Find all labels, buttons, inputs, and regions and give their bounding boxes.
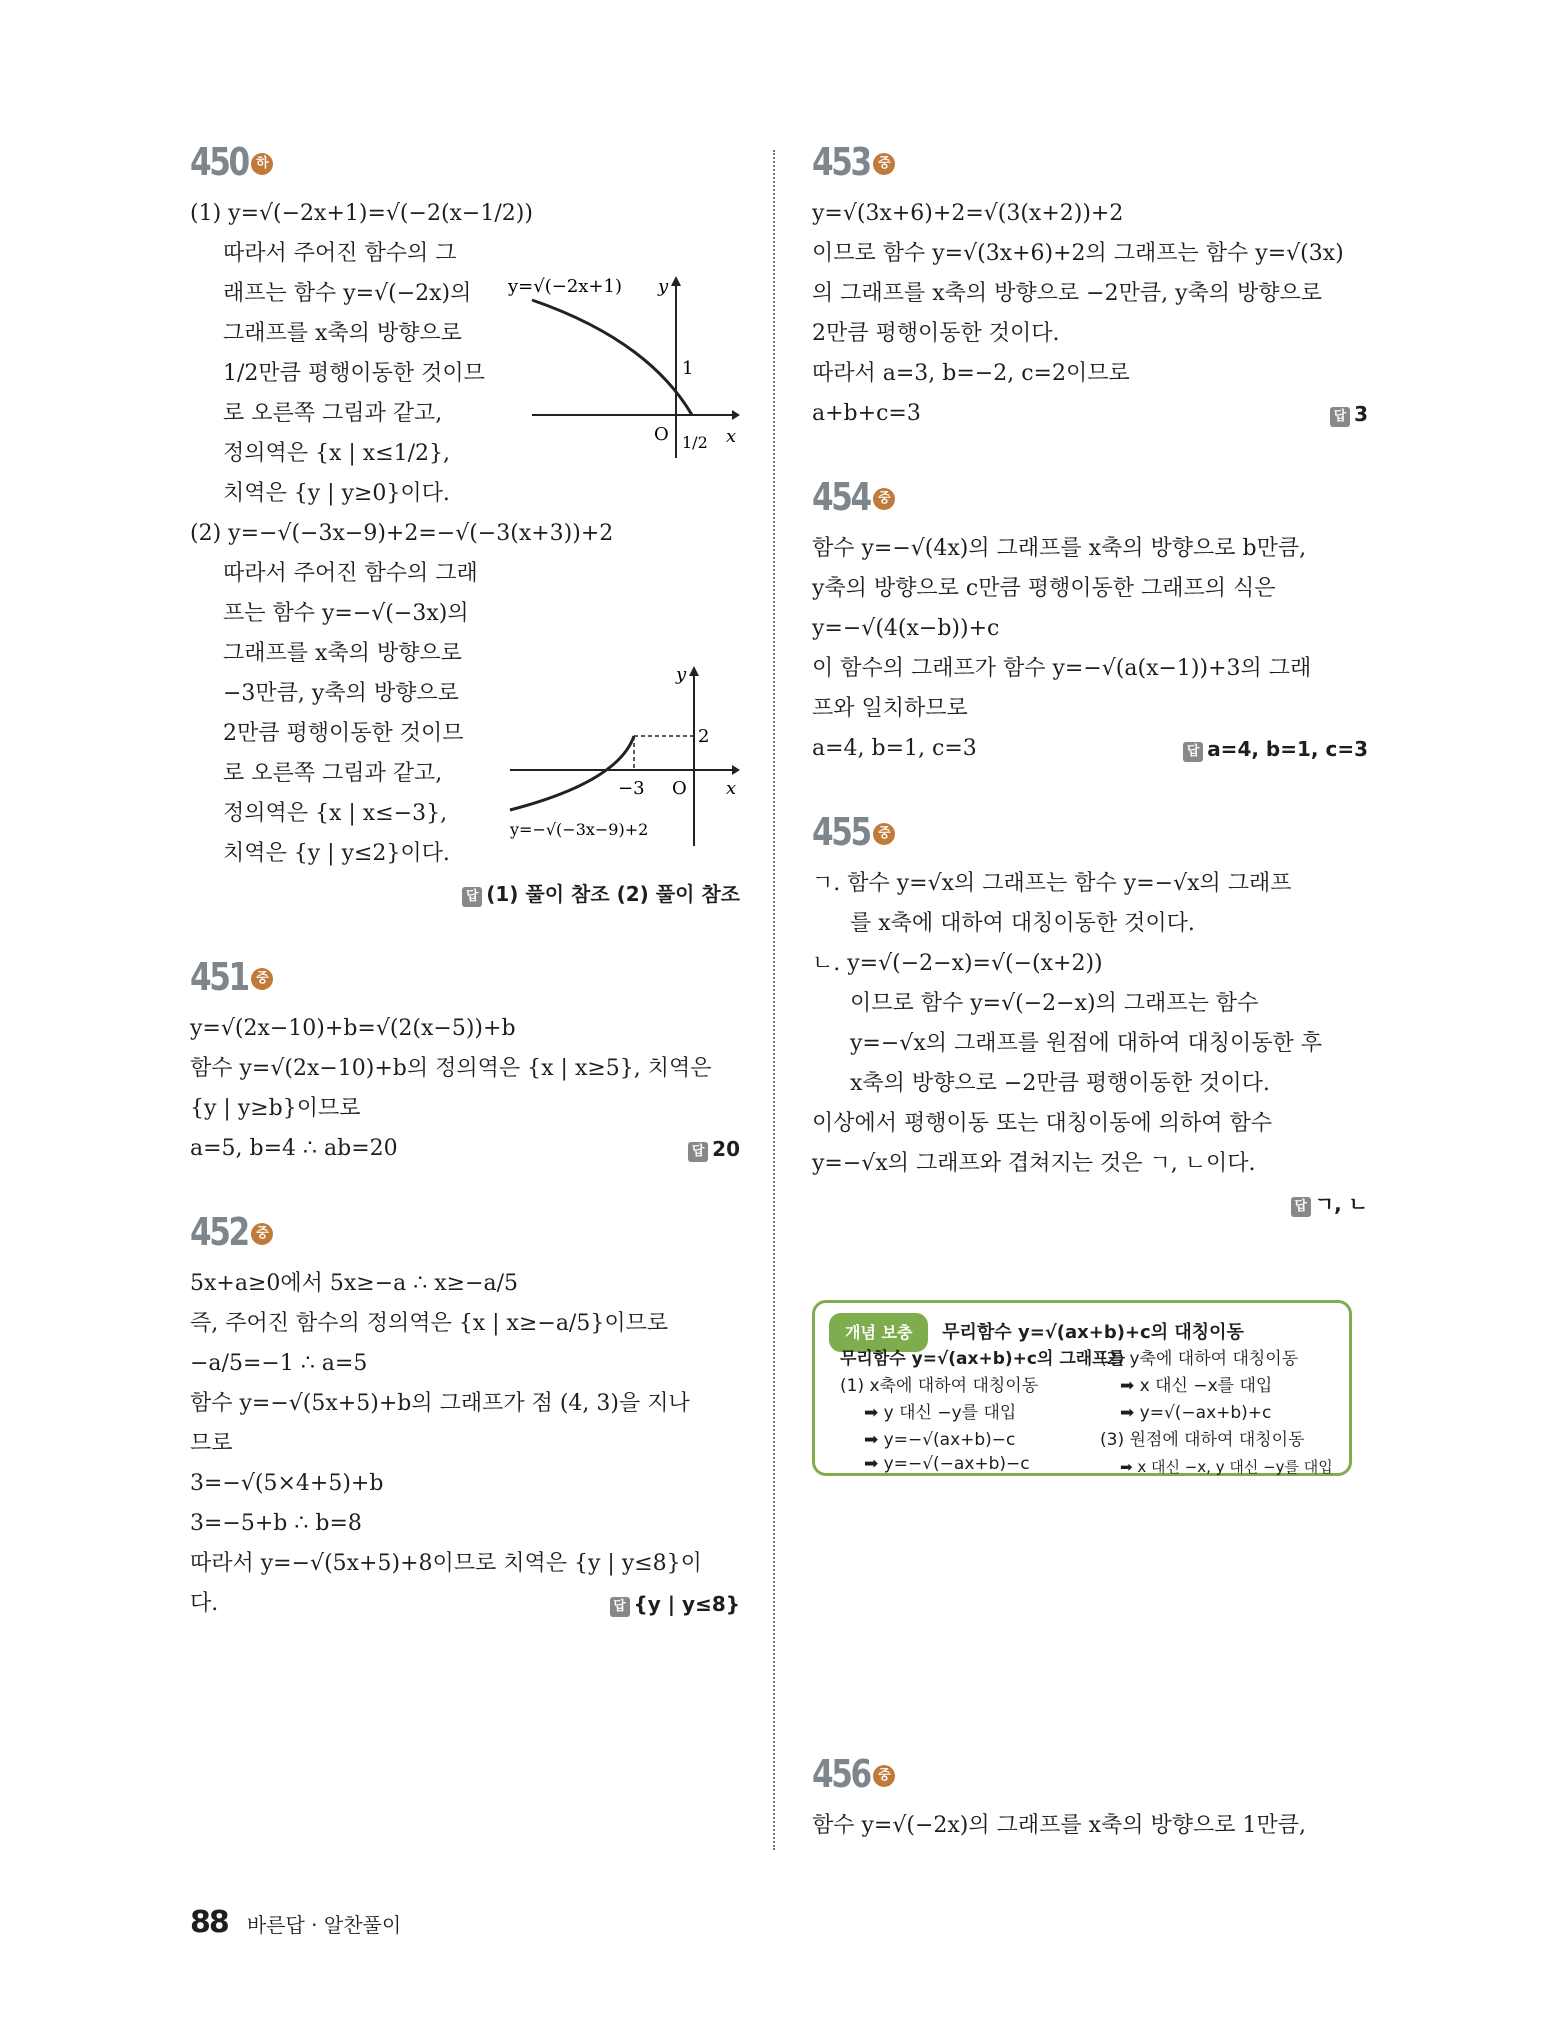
- text-line: y=√(3x+6)+2=√(3(x+2))+2: [812, 201, 1124, 226]
- text-line: y=√(2x−10)+b=√(2(x−5))+b: [190, 1016, 516, 1041]
- concept-line: ➡ y 대신 −y를 대입: [864, 1403, 1017, 1423]
- answer-text: 20: [712, 1137, 740, 1161]
- text-line: −a/5=−1 ∴ a=5: [190, 1351, 368, 1376]
- text-line: (2) y=−√(−3x−9)+2=−√(−3(x+3))+2: [190, 521, 614, 546]
- text-line: 이 함수의 그래프가 함수 y=−√(a(x−1))+3의 그래: [812, 656, 1312, 681]
- graph-450-2: [508, 660, 740, 850]
- text-line: 를 x축에 대하여 대칭이동한 것이다.: [850, 911, 1195, 936]
- concept-line: ➡ x 대신 −x를 대입: [1120, 1376, 1273, 1396]
- text-line: y=−√x의 그래프와 겹쳐지는 것은 ㄱ, ㄴ이다.: [812, 1151, 1256, 1176]
- x-label: x: [726, 426, 737, 447]
- text-line: 로 오른쪽 그림과 같고,: [223, 761, 443, 786]
- level-badge: 중: [873, 153, 895, 175]
- text-line: 치역은 {y | y≥0}이다.: [223, 481, 450, 506]
- text-line: 로 오른쪽 그림과 같고,: [223, 401, 443, 426]
- text-line: y=−√(4(x−b))+c: [812, 616, 1000, 641]
- x-intercept-label: 1/2: [682, 433, 708, 452]
- problem-454-header: [812, 475, 1368, 525]
- right-column: [812, 140, 1368, 1225]
- problem-453-header: [812, 140, 1368, 190]
- text-line: 그래프를 x축의 방향으로: [223, 641, 462, 666]
- concept-line: 무리함수 y=√(ax+b)+c의 그래프를: [840, 1349, 1126, 1369]
- problem-number: 453: [812, 140, 870, 184]
- y-axis-arrow: [671, 276, 681, 286]
- concept-line: ➡ x 대신 −x, y 대신 −y를 대입: [1120, 1458, 1333, 1476]
- concept-line: ➡ y=√(−ax+b)+c: [1120, 1403, 1272, 1423]
- text-line: ㄱ. 함수 y=√x의 그래프는 함수 y=−√x의 그래프: [812, 871, 1292, 896]
- problem-number: 455: [812, 810, 870, 854]
- concept-tag: 개념 보충: [829, 1313, 928, 1352]
- concept-line: (1) x축에 대하여 대칭이동: [840, 1376, 1039, 1396]
- concept-body-2: [1100, 1346, 1333, 1481]
- level-badge: 중: [873, 488, 895, 510]
- text-line: 즉, 주어진 함수의 정의역은 {x | x≥−a/5}이므로: [190, 1311, 669, 1336]
- page-footer: [190, 1905, 401, 1940]
- book-title: 바른답 · 알찬풀이: [246, 1913, 402, 1937]
- answer-text: (1) 풀이 참조 (2) 풀이 참조: [486, 882, 740, 906]
- concept-line: ➡ y=−√(ax+b)−c: [864, 1430, 1016, 1450]
- level-badge: 하: [251, 153, 273, 175]
- text-line: 2만큼 평행이동한 것이므: [223, 721, 464, 746]
- answer-text: a=4, b=1, c=3: [1207, 737, 1368, 761]
- text-span: a=5, b=4 ∴ ab=20: [190, 1136, 398, 1161]
- problem-number: 451: [190, 955, 248, 999]
- text-line: 프는 함수 y=−√(−3x)의: [223, 601, 469, 626]
- concept-last: ➡ y=−√(−ax+b)−c: [864, 1454, 1030, 1474]
- text-line: 따라서 주어진 함수의 그: [223, 241, 457, 266]
- answer: [688, 1137, 740, 1162]
- text-line: [190, 1129, 740, 1170]
- curve: [510, 736, 634, 810]
- level-badge: 중: [873, 823, 895, 845]
- answer-icon: 답: [688, 1142, 708, 1162]
- answer: [812, 1184, 1368, 1225]
- answer-icon: 답: [1330, 407, 1350, 427]
- text-line: [812, 394, 1368, 435]
- origin-label: O: [672, 778, 687, 799]
- x-value-label: −3: [618, 778, 645, 799]
- text-line: 3=−√(5×4+5)+b: [190, 1471, 384, 1496]
- curve: [532, 300, 692, 415]
- text-line: {y | y≥b}이므로: [190, 1096, 361, 1121]
- answer-icon: 답: [462, 887, 482, 907]
- text-line: 치역은 {y | y≤2}이다.: [223, 841, 450, 866]
- answer-text: {y | y≤8}: [633, 1592, 740, 1616]
- problem-number: 450: [190, 140, 248, 184]
- level-badge: 중: [251, 1223, 273, 1245]
- text-span: 다.: [190, 1591, 219, 1616]
- concept-title: 무리함수 y=√(ax+b)+c의 대칭이동: [942, 1322, 1244, 1343]
- text-line: y=−√x의 그래프를 원점에 대하여 대칭이동한 후: [850, 1031, 1322, 1056]
- answer-icon: 답: [1291, 1197, 1311, 1217]
- text-span: a=4, b=1, c=3: [812, 736, 977, 761]
- concept-body: [840, 1346, 1125, 1454]
- text-span: a+b+c=3: [812, 401, 921, 426]
- curve-label: y=√(−2x+1): [508, 276, 622, 297]
- text-line: [190, 1584, 740, 1625]
- y-label: y: [658, 276, 669, 297]
- y-label: y: [676, 664, 687, 685]
- text-line: 정의역은 {x | x≤1/2},: [223, 441, 451, 466]
- text-line: 따라서 y=−√(5x+5)+8이므로 치역은 {y | y≤8}이: [190, 1551, 702, 1576]
- graph-450-1: [508, 270, 740, 460]
- concept-line: (3) 원점에 대하여 대칭이동: [1100, 1430, 1305, 1450]
- answer-text: 3: [1354, 402, 1368, 426]
- text-line: 따라서 a=3, b=−2, c=2이므로: [812, 361, 1130, 386]
- text-line: y축의 방향으로 c만큼 평행이동한 그래프의 식은: [812, 576, 1276, 601]
- problem-451-header: [190, 955, 740, 1005]
- problem-number: 454: [812, 475, 870, 519]
- text-line: 따라서 주어진 함수의 그래: [223, 561, 478, 586]
- answer-icon: 답: [1183, 742, 1203, 762]
- text-line: 1/2만큼 평행이동한 것이므: [223, 361, 485, 386]
- answer: [610, 1592, 740, 1617]
- answer-icon: 답: [610, 1597, 630, 1617]
- page-number: 88: [190, 1905, 228, 1940]
- text-line: 이므로 함수 y=√(−2−x)의 그래프는 함수: [850, 991, 1259, 1016]
- y-value-label: 2: [698, 726, 710, 747]
- level-badge: 중: [873, 1765, 895, 1787]
- text-line: ㄴ. y=√(−2−x)=√(−(x+2)): [812, 951, 1103, 976]
- answer: [1183, 737, 1368, 762]
- text-line: 이므로 함수 y=√(3x+6)+2의 그래프는 함수 y=√(3x): [812, 241, 1344, 266]
- text-line: 함수 y=√(−2x)의 그래프를 x축의 방향으로 1만큼,: [812, 1813, 1307, 1838]
- text-line: [812, 729, 1368, 770]
- y-axis-arrow: [689, 666, 699, 676]
- text-line: 이상에서 평행이동 또는 대칭이동에 의하여 함수: [812, 1111, 1273, 1136]
- answer-text: ㄱ, ㄴ: [1314, 1192, 1368, 1216]
- x-axis-arrow: [732, 410, 740, 420]
- text-line: 함수 y=√(2x−10)+b의 정의역은 {x | x≥5}, 치역은: [190, 1056, 712, 1081]
- answer: [190, 874, 740, 915]
- x-axis-arrow: [732, 765, 740, 775]
- problem-452-header: [190, 1210, 740, 1260]
- problem-number: 452: [190, 1210, 248, 1254]
- answer: [1330, 402, 1368, 427]
- problem-456-header: [812, 1752, 1368, 1802]
- text-line: 그래프를 x축의 방향으로: [223, 321, 462, 346]
- text-line: 2만큼 평행이동한 것이다.: [812, 321, 1060, 346]
- text-line: x축의 방향으로 −2만큼 평행이동한 것이다.: [850, 1071, 1270, 1096]
- text-line: 프와 일치하므로: [812, 696, 968, 721]
- text-line: 래프는 함수 y=√(−2x)의: [223, 281, 472, 306]
- problem-450-header: [190, 140, 740, 190]
- problem-456: [812, 1752, 1368, 1846]
- text-line: 5x+a≥0에서 5x≥−a ∴ x≥−a/5: [190, 1271, 519, 1296]
- curve-label: y=−√(−3x−9)+2: [510, 820, 649, 839]
- problem-number: 456: [812, 1752, 870, 1796]
- text-line: 3=−5+b ∴ b=8: [190, 1511, 362, 1536]
- concept-line: (2) y축에 대하여 대칭이동: [1100, 1349, 1299, 1369]
- level-badge: 중: [251, 968, 273, 990]
- text-line: 함수 y=−√(4x)의 그래프를 x축의 방향으로 b만큼,: [812, 536, 1307, 561]
- origin-label: O: [654, 424, 669, 445]
- column-divider: [773, 150, 775, 1850]
- text-line: 함수 y=−√(5x+5)+b의 그래프가 점 (4, 3)을 지나: [190, 1391, 690, 1416]
- y-intercept-label: 1: [682, 358, 694, 379]
- text-line: 정의역은 {x | x≤−3},: [223, 801, 448, 826]
- problem-455-header: [812, 810, 1368, 860]
- x-label: x: [726, 778, 737, 799]
- text-line: −3만큼, y축의 방향으로: [223, 681, 459, 706]
- text-line: 의 그래프를 x축의 방향으로 −2만큼, y축의 방향으로: [812, 281, 1323, 306]
- text-line: (1) y=√(−2x+1)=√(−2(x−1/2)): [190, 201, 533, 226]
- text-line: 므로: [190, 1431, 233, 1456]
